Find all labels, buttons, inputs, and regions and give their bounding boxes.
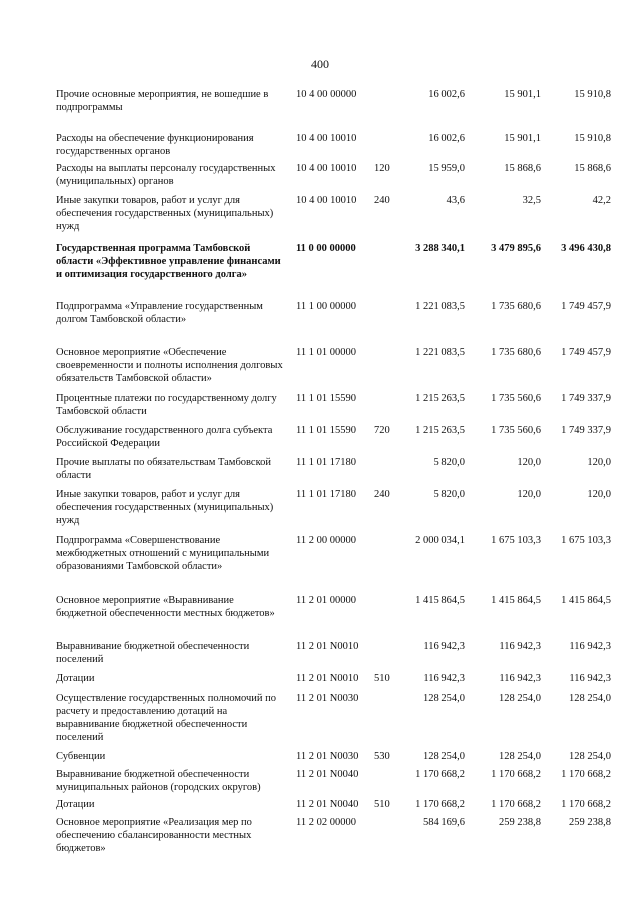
row-value-3: 1 749 457,9 — [561, 301, 611, 312]
row-name: Прочие основные мероприятия, не вошедшие в подпрограммы — [56, 89, 269, 113]
row-code: 11 0 00 00000 — [296, 243, 356, 254]
row-value-3: 1 749 457,9 — [561, 347, 611, 358]
row-value-1: 5 820,0 — [433, 489, 465, 500]
row-value-3: 128 254,0 — [569, 751, 611, 762]
row-value-1: 1 415 864,5 — [415, 595, 465, 606]
row-name: Подпрограмма «Совершенствование межбюджетных отношений с муниципальными образованиями Тамбовской области» — [56, 535, 270, 572]
row-value-2: 1 170 668,2 — [491, 769, 541, 780]
row-value-2: 128 254,0 — [499, 751, 541, 762]
table-row — [0, 88, 640, 132]
row-value-1: 128 254,0 — [423, 693, 465, 704]
row-name: Основное мероприятие «Выравнивание бюджетной обеспеченности местных бюджетов» — [56, 595, 275, 619]
row-name: Основное мероприятие «Реализация мер по обеспечению сбалансированности местных бюджетов» — [56, 817, 252, 854]
table-row — [0, 456, 640, 488]
row-name: Иные закупки товаров, работ и услуг для обеспечения государственных (муниципальных) нужд — [56, 489, 274, 526]
row-name: Иные закупки товаров, работ и услуг для обеспечения государственных (муниципальных) нужд — [56, 195, 274, 232]
row-value-3: 116 942,3 — [569, 641, 611, 652]
row-value-3: 1 170 668,2 — [561, 769, 611, 780]
row-value-2: 1 415 864,5 — [491, 595, 541, 606]
row-value-3: 128 254,0 — [569, 693, 611, 704]
row-value-3: 3 496 430,8 — [561, 243, 611, 254]
row-value-1: 1 170 668,2 — [415, 799, 465, 810]
row-value-3: 42,2 — [592, 195, 611, 206]
row-code: 11 1 01 17180 — [296, 489, 356, 500]
row-value-1: 43,6 — [446, 195, 465, 206]
row-value-1: 1 221 083,5 — [415, 347, 465, 358]
row-name: Дотации — [56, 673, 95, 684]
row-code: 11 2 01 N0030 — [296, 751, 359, 762]
row-value-2: 128 254,0 — [499, 693, 541, 704]
table-row — [0, 300, 640, 346]
row-code: 11 1 01 00000 — [296, 347, 356, 358]
table-row — [0, 346, 640, 392]
table-row — [0, 750, 640, 768]
row-name: Дотации — [56, 799, 95, 810]
row-value-1: 1 221 083,5 — [415, 301, 465, 312]
row-code: 11 1 00 00000 — [296, 301, 356, 312]
row-name: Государственная программа Тамбовской области «Эффективное управление финансами и оптимизация государственного долга» — [56, 243, 281, 280]
row-expense-type: 240 — [374, 489, 390, 500]
table-row — [0, 692, 640, 750]
table-row — [0, 162, 640, 194]
row-expense-type: 720 — [374, 425, 390, 436]
budget-table — [0, 88, 640, 862]
row-expense-type: 240 — [374, 195, 390, 206]
row-value-2: 1 735 680,6 — [491, 301, 541, 312]
table-row — [0, 798, 640, 816]
row-code: 11 2 00 00000 — [296, 535, 356, 546]
row-value-2: 1 735 560,6 — [491, 393, 541, 404]
row-value-2: 116 942,3 — [499, 641, 541, 652]
row-value-1: 2 000 034,1 — [415, 535, 465, 546]
table-row — [0, 424, 640, 456]
row-code: 11 2 01 N0010 — [296, 641, 359, 652]
row-value-2: 3 479 895,6 — [491, 243, 541, 254]
row-code: 10 4 00 10010 — [296, 163, 357, 174]
row-value-2: 116 942,3 — [499, 673, 541, 684]
table-row — [0, 242, 640, 300]
row-name: Обслуживание государственного долга субъекта Российской Федерации — [56, 425, 273, 449]
table-row — [0, 194, 640, 242]
row-value-2: 1 735 680,6 — [491, 347, 541, 358]
row-value-3: 15 868,6 — [574, 163, 611, 174]
row-code: 11 1 01 15590 — [296, 425, 356, 436]
row-code: 11 2 01 N0010 — [296, 673, 359, 684]
row-value-2: 1 735 560,6 — [491, 425, 541, 436]
row-value-1: 15 959,0 — [428, 163, 465, 174]
row-name: Прочие выплаты по обязательствам Тамбовской области — [56, 457, 272, 481]
row-expense-type: 510 — [374, 673, 390, 684]
row-value-1: 16 002,6 — [428, 133, 465, 144]
row-name: Субвенции — [56, 751, 106, 762]
row-value-3: 1 749 337,9 — [561, 393, 611, 404]
row-code: 11 2 02 00000 — [296, 817, 356, 828]
row-code: 11 2 01 N0040 — [296, 799, 359, 810]
row-value-1: 1 170 668,2 — [415, 769, 465, 780]
row-value-2: 120,0 — [517, 457, 541, 468]
row-value-1: 128 254,0 — [423, 751, 465, 762]
row-code: 10 4 00 00000 — [296, 89, 357, 100]
row-name: Подпрограмма «Управление государственным долгом Тамбовской области» — [56, 301, 263, 325]
row-value-2: 120,0 — [517, 489, 541, 500]
row-value-3: 120,0 — [587, 489, 611, 500]
row-code: 11 1 01 15590 — [296, 393, 356, 404]
row-code: 10 4 00 10010 — [296, 133, 357, 144]
row-value-3: 1 170 668,2 — [561, 799, 611, 810]
table-row — [0, 672, 640, 692]
row-value-2: 15 901,1 — [504, 133, 541, 144]
row-value-3: 1 749 337,9 — [561, 425, 611, 436]
row-expense-type: 510 — [374, 799, 390, 810]
row-value-1: 16 002,6 — [428, 89, 465, 100]
row-code: 11 1 01 17180 — [296, 457, 356, 468]
row-value-2: 15 868,6 — [504, 163, 541, 174]
row-name: Выравнивание бюджетной обеспеченности поселений — [56, 641, 250, 665]
page-number: 400 — [311, 57, 329, 71]
row-value-3: 15 910,8 — [574, 133, 611, 144]
row-expense-type: 120 — [374, 163, 390, 174]
table-row — [0, 132, 640, 162]
table-row — [0, 534, 640, 594]
row-value-2: 1 170 668,2 — [491, 799, 541, 810]
row-value-1: 3 288 340,1 — [415, 243, 465, 254]
row-code: 10 4 00 10010 — [296, 195, 357, 206]
table-row — [0, 392, 640, 424]
table-row — [0, 816, 640, 862]
row-name: Основное мероприятие «Обеспечение своевременности и полноты исполнения долговых обязательств Тамбовской области» — [56, 347, 283, 384]
row-name: Процентные платежи по государственному долгу Тамбовской области — [56, 393, 277, 417]
row-value-2: 32,5 — [522, 195, 541, 206]
row-value-1: 5 820,0 — [433, 457, 465, 468]
table-row — [0, 768, 640, 798]
row-name: Осуществление государственных полномочий по расчету и предоставлению дотаций на выравнивание бюджетной обеспеченности поселений — [56, 693, 277, 743]
row-code: 11 2 01 00000 — [296, 595, 356, 606]
table-row — [0, 488, 640, 534]
row-code: 11 2 01 N0040 — [296, 769, 359, 780]
row-value-2: 1 675 103,3 — [491, 535, 541, 546]
row-value-3: 1 415 864,5 — [561, 595, 611, 606]
table-row — [0, 640, 640, 672]
row-value-1: 116 942,3 — [423, 641, 465, 652]
row-name: Расходы на обеспечение функционирования государственных органов — [56, 133, 254, 157]
row-value-1: 1 215 263,5 — [415, 393, 465, 404]
row-value-3: 1 675 103,3 — [561, 535, 611, 546]
row-value-1: 1 215 263,5 — [415, 425, 465, 436]
row-value-1: 116 942,3 — [423, 673, 465, 684]
row-value-2: 15 901,1 — [504, 89, 541, 100]
table-row — [0, 594, 640, 640]
row-value-2: 259 238,8 — [499, 817, 541, 828]
row-value-3: 120,0 — [587, 457, 611, 468]
row-value-3: 259 238,8 — [569, 817, 611, 828]
row-code: 11 2 01 N0030 — [296, 693, 359, 704]
row-value-3: 116 942,3 — [569, 673, 611, 684]
row-expense-type: 530 — [374, 751, 390, 762]
row-value-1: 584 169,6 — [423, 817, 465, 828]
row-name: Расходы на выплаты персоналу государственных (муниципальных) органов — [56, 163, 276, 187]
row-value-3: 15 910,8 — [574, 89, 611, 100]
row-name: Выравнивание бюджетной обеспеченности муниципальных районов (городских округов) — [56, 769, 261, 793]
